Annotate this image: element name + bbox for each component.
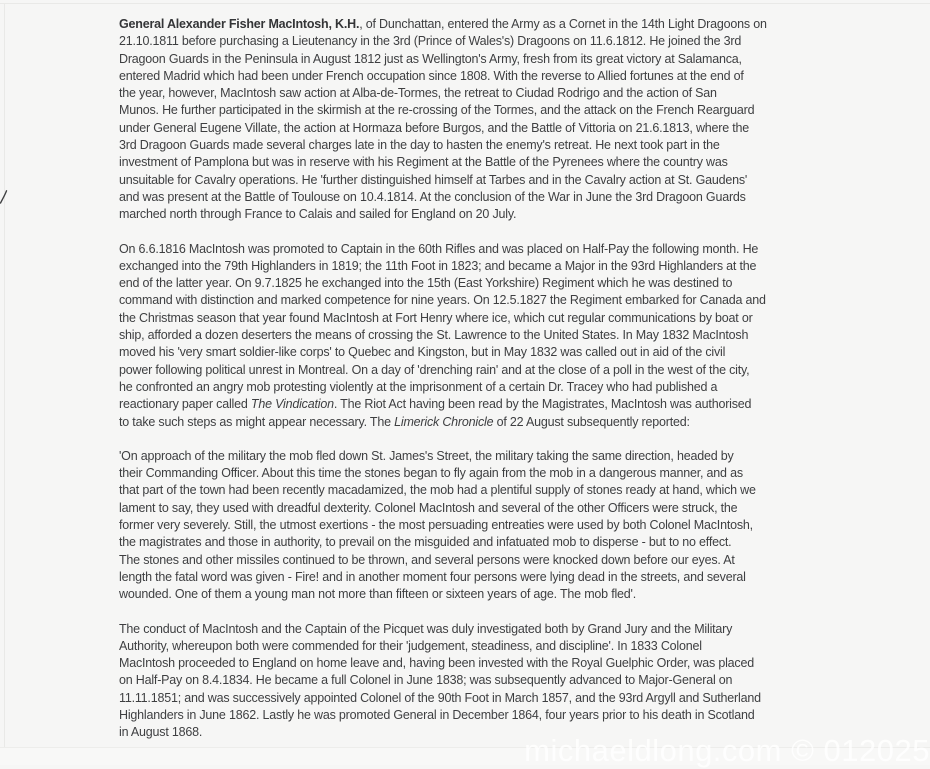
text-line: in August 1868.: [119, 725, 203, 740]
text-line: unsuitable for Cavalry operations. He 'further distinguished himself at Tarbes and in the Cavalry action at St. Gaudens': [119, 172, 748, 187]
text-line: Dragoon Guards in the Peninsula in August 1812 just as Wellington's Army, fresh from its great victory at Salamanca,: [119, 51, 742, 66]
text-line: entered Madrid which had been under French occupation since 1808. With the reverse to Allied fortunes at the end of: [119, 68, 744, 83]
text-line: to take such steps as might appear necessary. The Limerick Chronicle of 22 August subsequently reported:: [119, 414, 690, 429]
article-text: [119, 16, 919, 759]
text-line: MacIntosh proceeded to England on home leave and, having been invested with the Royal Guelphic Order, was placed: [119, 656, 754, 671]
paragraph: [119, 16, 919, 224]
text-line: lament to say, they used with dreadful dexterity. Colonel MacIntosh and several of the other Officers were struck, the: [119, 500, 738, 515]
text-line: power following political unrest in Montreal. On a day of 'drenching rain' and at the close of a poll in the west of the city,: [119, 362, 750, 377]
text-line: the Christmas season that year found MacIntosh at Fort Henry where ice, which cut regular communications by boat or: [119, 310, 753, 325]
text-line: and was present at the Battle of Toulouse on 10.4.1814. At the conclusion of the War in June the 3rd Dragoon Guards: [119, 189, 746, 204]
text-line: Munos. He further participated in the skirmish at the re-crossing of the Tormes, and the attack on the French Rearguard: [119, 103, 755, 118]
text-line: marched north through France to Calais and sailed for England on 20 July.: [119, 207, 517, 222]
text-line: General Alexander Fisher MacIntosh, K.H., of Dunchattan, entered the Army as a Cornet in the 14th Light Dragoons on: [119, 17, 767, 31]
text-line: The stones and other missiles continued to be thrown, and several persons were knocked down before our eyes. At: [119, 552, 735, 567]
text-line: exchanged into the 79th Highlanders in 1819; the 11th Foot in 1823; and became a Major in the 93rd Highlanders at the: [119, 258, 757, 273]
text-line: the year, however, MacIntosh saw action at Alba-de-Tormes, the retreat to Ciudad Rodrigo and the action of San: [119, 86, 717, 101]
text-line: reactionary paper called The Vindication. The Riot Act having been read by the Magistrates, MacIntosh was authorised: [119, 397, 752, 412]
text-line: command with distinction and marked competence for nine years. On 12.5.1827 the Regiment embarked for Canada and: [119, 293, 766, 308]
text-line: Authority, whereupon both were commended for their 'judgement, steadiness, and discipline'. In 1833 Colonel: [119, 638, 702, 653]
text-line: ship, afforded a dozen deserters the means of crossing the St. Lawrence to the United States. In May 1832 MacIntosh: [119, 328, 749, 343]
text-line: investment of Pamplona but was in reserve with his Regiment at the Battle of the Pyrenees where the country was: [119, 155, 728, 170]
text-line: end of the latter year. On 9.7.1825 he exchanged into the 15th (East Yorkshire) Regiment which he was destined to: [119, 276, 733, 291]
text-line: 21.10.1811 before purchasing a Lieutenancy in the 3rd (Prince of Wales's) Dragoons on 11.6.1812. He joined the 3rd: [119, 34, 742, 49]
page-edge-top: [0, 3, 930, 4]
text-line: 3rd Dragoon Guards made several charges late in the day to hasten the enemy's retreat. He next took part in the: [119, 138, 720, 153]
page-edge-left: [4, 3, 5, 747]
watermark: michaeldlong.com © 012025: [524, 733, 930, 768]
paragraph: [119, 448, 919, 604]
text-line: moved his 'very smart soldier-like corps' to Quebec and Kingston, but in May 1832 was called out in aid of the civil: [119, 345, 726, 360]
text-line: that part of the town had been recently macadamized, the mob had a plentiful supply of stones ready at hand, which we: [119, 483, 756, 498]
stray-pen-mark: [0, 190, 8, 204]
text-line: the magistrates and those in authority, to prevail on the misguided and infatuated mob to disperse - but to no effect.: [119, 535, 732, 550]
paragraph: [119, 241, 919, 431]
text-line: wounded. One of them a young man not more than fifteen or sixteen years of age. The mob fled'.: [119, 587, 637, 602]
paragraph: [119, 621, 919, 742]
text-line: The conduct of MacIntosh and the Captain of the Picquet was duly investigated both by Grand Jury and the Military: [119, 621, 733, 636]
text-line: former very severely. Still, the utmost exertions - the most persuading entreaties were used by both Colonel MacIntosh,: [119, 518, 753, 533]
text-line: he confronted an angry mob protesting violently at the imprisonment of a certain Dr. Tracey who had published a: [119, 379, 718, 394]
text-line: under General Eugene Villate, the action at Hormaza before Burgos, and the Battle of Vittoria on 21.6.1813, where the: [119, 120, 750, 135]
text-line: their Commanding Officer. About this time the stones began to fly again from the mob in a dangerous manner, and as: [119, 466, 743, 481]
text-line: 'On approach of the military the mob fled down St. James's Street, the military taking the same direction, headed by: [119, 448, 734, 463]
text-line: length the fatal word was given - Fire! and in another moment four persons were lying dead in the streets, and several: [119, 569, 746, 584]
text-line: Highlanders in June 1862. Lastly he was promoted General in December 1864, four years prior to his death in Scotland: [119, 707, 755, 722]
text-line: 11.11.1851; and was successively appointed Colonel of the 90th Foot in March 1857, and the 93rd Argyll and Sutherland: [119, 690, 761, 705]
text-line: on Half-Pay on 8.4.1834. He became a full Colonel in June 1838; was subsequently advanced to Major-General on: [119, 673, 733, 688]
text-line: On 6.6.1816 MacIntosh was promoted to Captain in the 60th Rifles and was placed on Half-Pay the following month. He: [119, 241, 759, 256]
